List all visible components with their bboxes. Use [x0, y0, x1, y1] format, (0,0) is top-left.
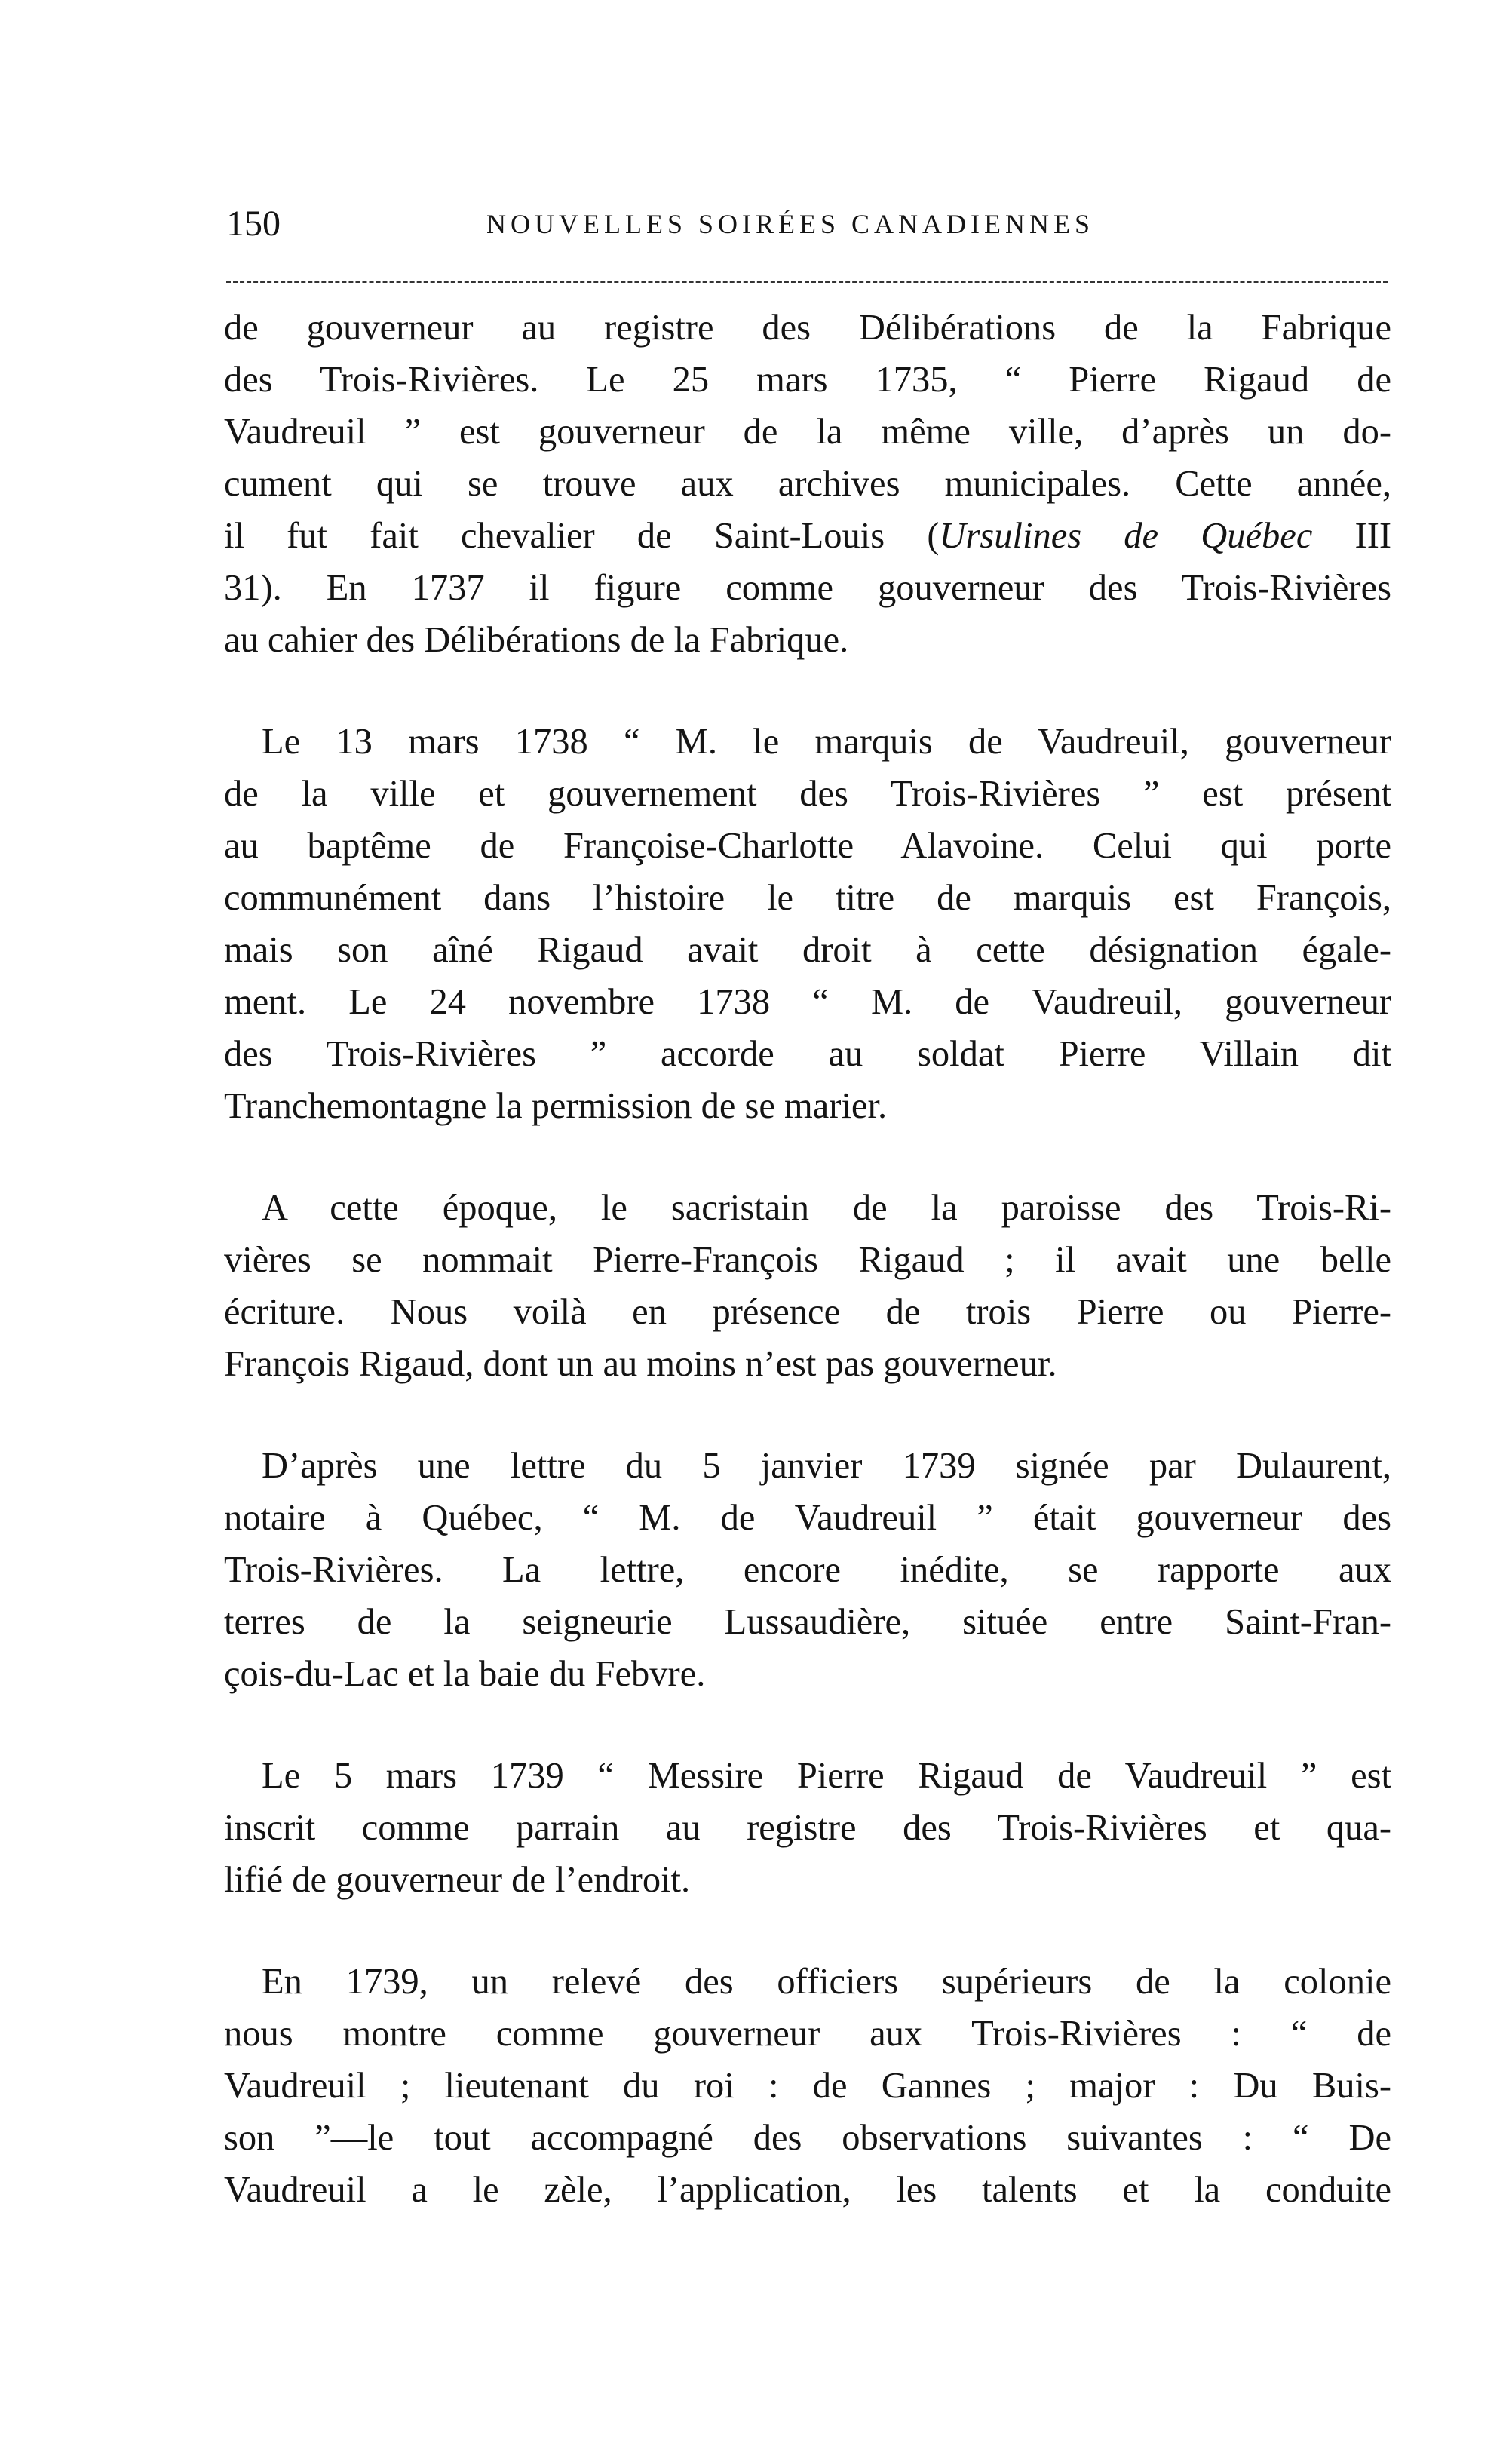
- text-line: Le 13 mars 1738 “ M. le marquis de Vaudreuil, gouverneur: [262, 722, 1391, 762]
- text-line: nous montre comme gouverneur aux Trois-Rivières : “ de: [224, 2014, 1391, 2054]
- page-header: [226, 198, 1388, 250]
- paragraph-2: [224, 716, 1391, 1132]
- text-line: inscrit comme parrain au registre des Trois-Rivières et qua-: [224, 1808, 1391, 1848]
- paragraph-1: [224, 302, 1391, 666]
- text-line: au cahier des Délibérations de la Fabrique.: [224, 620, 849, 660]
- text-line: Vaudreuil ” est gouverneur de la même ville, d’après un do-: [224, 412, 1391, 452]
- paragraph-6: [224, 1956, 1391, 2216]
- header-rule: [226, 281, 1388, 283]
- text-line: Trois-Rivières. La lettre, encore inédite, se rapporte aux: [224, 1550, 1391, 1590]
- text-line: de la ville et gouvernement des Trois-Rivières ” est présent: [224, 774, 1391, 814]
- text-line: En 1739, un relevé des officiers supérieurs de la colonie: [262, 1962, 1391, 2002]
- text-line: son ”—le tout accompagné des observations suivantes : “ De: [224, 2118, 1391, 2158]
- text-line: çois-du-Lac et la baie du Febvre.: [224, 1654, 706, 1694]
- text-line: François Rigaud, dont un au moins n’est pas gouverneur.: [224, 1344, 1057, 1384]
- text-line: notaire à Québec, “ M. de Vaudreuil ” était gouverneur des: [224, 1498, 1391, 1538]
- text-line: 31). En 1737 il figure comme gouverneur des Trois-Rivières: [224, 568, 1391, 608]
- paragraph-5: [224, 1750, 1391, 1906]
- text-line: vières se nommait Pierre-François Rigaud ; il avait une belle: [224, 1240, 1391, 1280]
- text-line: Vaudreuil ; lieutenant du roi : de Gannes ; major : Du Buis-: [224, 2066, 1391, 2106]
- text-line: des Trois-Rivières. Le 25 mars 1735, “ Pierre Rigaud de: [224, 360, 1391, 400]
- text-line: Tranchemontagne la permission de se marier.: [224, 1086, 888, 1126]
- book-title-reference: Ursulines de Québec: [939, 516, 1313, 556]
- text-line: Le 5 mars 1739 “ Messire Pierre Rigaud de Vaudreuil ” est: [262, 1756, 1391, 1796]
- text-line: Vaudreuil a le zèle, l’application, les talents et la conduite: [224, 2170, 1391, 2210]
- page-number: 150: [226, 204, 281, 244]
- text-line: des Trois-Rivières ” accorde au soldat Pierre Villain dit: [224, 1034, 1391, 1074]
- text-line: il fut fait chevalier de Saint-Louis (Ursulines de Québec III: [224, 516, 1392, 556]
- text-line: écriture. Nous voilà en présence de trois Pierre ou Pierre-: [224, 1292, 1391, 1332]
- text-line: au baptême de Françoise-Charlotte Alavoine. Celui qui porte: [224, 826, 1391, 866]
- body-text: [224, 302, 1391, 2216]
- text-line: A cette époque, le sacristain de la paroisse des Trois-Ri-: [262, 1188, 1391, 1228]
- text-line: terres de la seigneurie Lussaudière, située entre Saint-Fran-: [224, 1602, 1391, 1642]
- running-head: NOUVELLES SOIRÉES CANADIENNES: [486, 209, 1094, 239]
- text-line: cument qui se trouve aux archives municipales. Cette année,: [224, 464, 1391, 504]
- text-line: lifié de gouverneur de l’endroit.: [224, 1860, 691, 1900]
- text-line: mais son aîné Rigaud avait droit à cette désignation égale-: [224, 930, 1391, 970]
- paragraph-3: [224, 1182, 1391, 1390]
- text-line: de gouverneur au registre des Délibérations de la Fabrique: [224, 308, 1391, 348]
- text-line: communément dans l’histoire le titre de marquis est François,: [224, 878, 1391, 918]
- text-line: ment. Le 24 novembre 1738 “ M. de Vaudreuil, gouverneur: [224, 982, 1391, 1022]
- paragraph-4: [224, 1440, 1391, 1700]
- text-line: D’après une lettre du 5 janvier 1739 signée par Dulaurent,: [262, 1446, 1391, 1486]
